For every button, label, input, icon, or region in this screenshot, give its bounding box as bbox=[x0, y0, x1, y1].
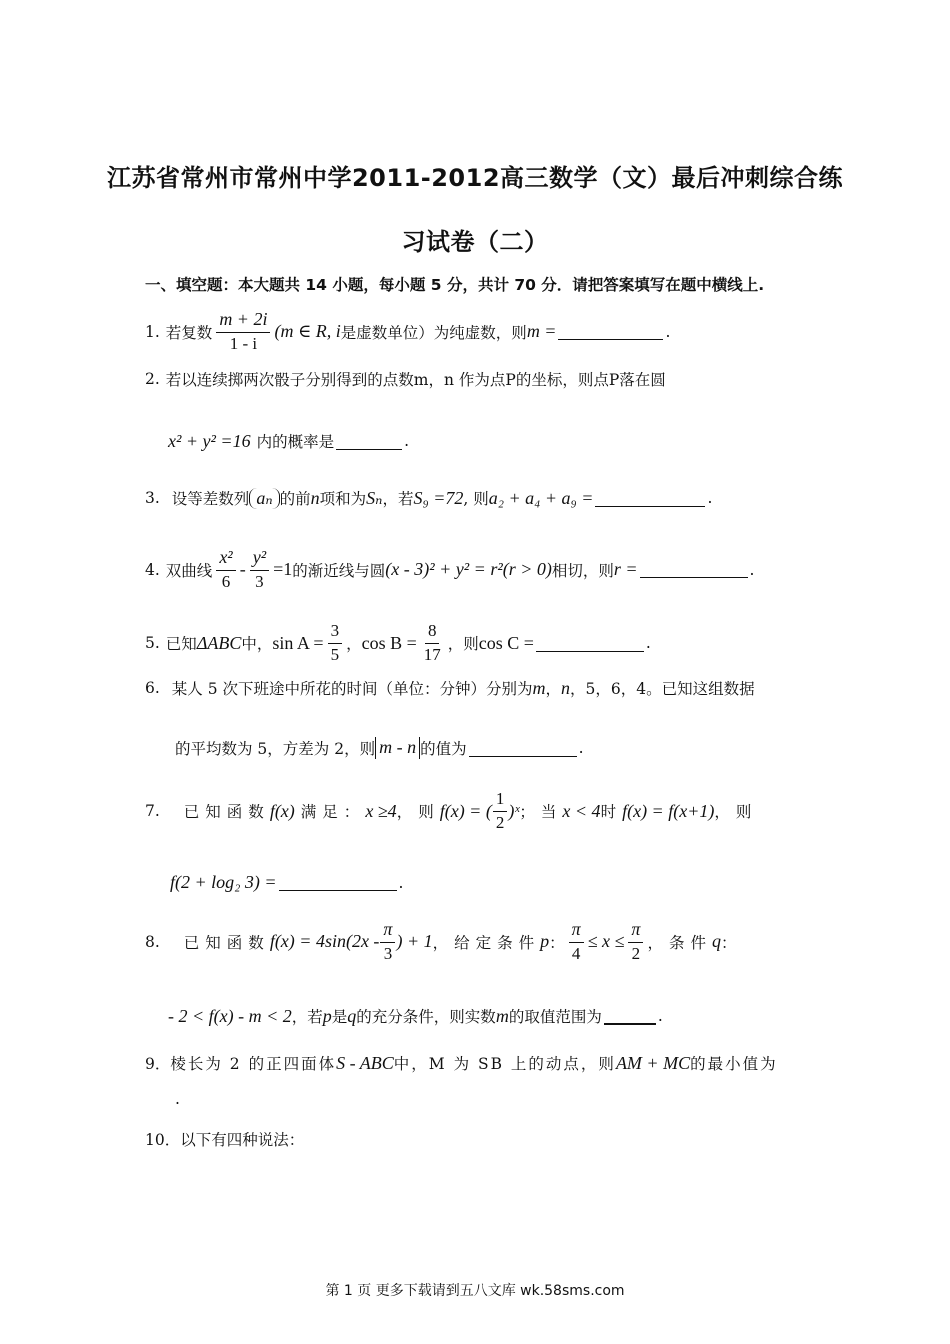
q9-expr: AM + MC bbox=[615, 1052, 691, 1073]
q7-text-c: ，则 bbox=[396, 803, 440, 822]
q8-text-c: ，条件 bbox=[647, 933, 712, 952]
q5-fraction-a bbox=[328, 622, 343, 664]
q8-p1-den: 4 bbox=[571, 943, 581, 963]
q4-text-b: 的渐近线与圆 bbox=[292, 561, 386, 580]
q6-m: m bbox=[532, 677, 546, 698]
q7-recursion: f(x) = f(x+1) bbox=[622, 800, 715, 821]
q5-number: 5. bbox=[145, 634, 160, 653]
question-8-line-1 bbox=[145, 920, 736, 963]
q7-text-a: 已知函数 bbox=[183, 803, 270, 822]
q8-pi-num: π bbox=[380, 920, 395, 943]
q3-sn: Sₙ bbox=[366, 487, 383, 508]
q5-fb-den: 17 bbox=[423, 644, 441, 664]
q8-text-e: 是 bbox=[331, 1008, 348, 1026]
q6-number: 6. bbox=[145, 679, 160, 697]
question-1 bbox=[145, 310, 670, 353]
q2-text-a: 若以连续掷两次骰子分别得到的点数m，n 作为点P的坐标，则点P落在圆 bbox=[165, 371, 666, 389]
q4-fraction-1 bbox=[216, 548, 235, 591]
q6-absval: m - n bbox=[375, 737, 420, 759]
q8-p2-frac bbox=[628, 920, 643, 963]
q5-cosB: cos B = bbox=[361, 632, 417, 653]
q6-text-b: ，5，6，4。已知这组数据 bbox=[570, 680, 755, 698]
q4-end: . bbox=[749, 560, 755, 579]
q3-s9: S₉ =72 bbox=[413, 487, 464, 508]
question-9 bbox=[145, 1052, 778, 1074]
question-7-line-1 bbox=[145, 790, 757, 832]
q8-q-again: q bbox=[347, 1005, 357, 1026]
q2-number: 2. bbox=[145, 370, 160, 388]
q5-fa-den: 5 bbox=[330, 644, 340, 664]
q6-text-c: 的平均数为 5，方差为 2，则 bbox=[175, 740, 376, 758]
q8-p1-num: π bbox=[569, 920, 584, 943]
q3-end: . bbox=[707, 489, 713, 507]
q3-text-c: 项和为 bbox=[319, 490, 367, 508]
question-10 bbox=[145, 1128, 304, 1150]
question-3 bbox=[145, 487, 712, 509]
q9-end: . bbox=[175, 1090, 180, 1108]
q7-ask: f(2 + log₂ 3) = bbox=[170, 872, 277, 892]
q7-fx2: f(x) = ( bbox=[439, 800, 492, 821]
q5-answer-blank[interactable] bbox=[536, 635, 644, 652]
q7-number: 7. bbox=[145, 802, 160, 821]
q8-pi-den: 3 bbox=[383, 943, 393, 963]
q3-number: 3. bbox=[145, 489, 160, 507]
question-7-line-2 bbox=[170, 872, 403, 893]
q8-text-b: ，给定条件 bbox=[432, 933, 541, 952]
q8-inequality: - 2 < f(x) - m < 2 bbox=[168, 1005, 292, 1026]
q7-half bbox=[493, 790, 508, 832]
q3-text-b: 的前 bbox=[279, 490, 311, 508]
q1-answer-blank[interactable] bbox=[558, 323, 663, 340]
q8-answer-blank[interactable] bbox=[604, 1007, 656, 1025]
q5-fb-num: 8 bbox=[425, 622, 440, 644]
q7-text-e: 时 bbox=[600, 803, 623, 822]
q7-answer-blank[interactable] bbox=[279, 874, 397, 891]
section-heading: 一、填空题：本大题共 14 小题，每小题 5 分，共计 70 分．请把答案填写在题中横线上. bbox=[145, 276, 765, 294]
q1-frac-num: m + 2i bbox=[216, 310, 270, 333]
question-8-line-2 bbox=[168, 1005, 663, 1027]
q7-cond2: x < 4 bbox=[562, 800, 601, 821]
q6-text-a: 某人 5 次下班途中所花的时间（单位：分钟）分别为 bbox=[171, 680, 533, 698]
q4-minus: - bbox=[239, 559, 246, 580]
q5-comma: ， bbox=[346, 635, 362, 654]
q7-half-den: 2 bbox=[495, 812, 505, 832]
q6-comma: ， bbox=[545, 680, 562, 698]
q3-text-e: , 则 bbox=[463, 490, 489, 508]
q3-n: n bbox=[310, 487, 320, 508]
question-5 bbox=[145, 622, 651, 664]
q1-frac-den: 1 - i bbox=[229, 333, 258, 353]
q4-text-a: 双曲线 bbox=[165, 561, 213, 580]
q8-q: q bbox=[711, 931, 721, 952]
q4-number: 4. bbox=[145, 560, 160, 579]
q8-p-again: p bbox=[322, 1005, 332, 1026]
question-2-line-2 bbox=[168, 430, 409, 452]
q10-text: 以下有四种说法： bbox=[180, 1131, 305, 1149]
q7-cond1: x ≥4 bbox=[365, 800, 397, 821]
q7-text-b: 满足： bbox=[300, 803, 366, 822]
q7-end: . bbox=[398, 873, 404, 892]
q8-end: . bbox=[657, 1007, 663, 1025]
q4-text-c: 相切，则 bbox=[551, 561, 614, 580]
question-6-line-1 bbox=[145, 677, 755, 699]
q3-seq: aₙ bbox=[249, 488, 279, 509]
q5-text-c: ，则 bbox=[447, 635, 479, 654]
q5-text-a: 已知 bbox=[165, 635, 197, 654]
title-line-1: 江苏省常州市常州中学2011-2012高三数学（文）最后冲刺综合练 bbox=[106, 164, 844, 192]
q1-var: m = bbox=[526, 321, 557, 342]
q9-text-b: 中，M 为 SB 上的动点，则 bbox=[393, 1055, 616, 1073]
q1-cond: (m ∈ R, i bbox=[274, 321, 341, 342]
q5-text-b: 中， bbox=[241, 635, 273, 654]
q5-fa-num: 3 bbox=[328, 622, 343, 644]
q4-f1-den: 6 bbox=[221, 571, 231, 591]
q7-text-d: ；当 bbox=[519, 803, 563, 822]
q1-number: 1. bbox=[145, 322, 160, 341]
q4-circle: (x - 3)² + y² = r²(r > 0) bbox=[385, 559, 552, 580]
title-line-2: 习试卷（二） bbox=[401, 228, 549, 256]
q5-cosC: cos C = bbox=[478, 632, 534, 653]
q9-solid: S - ABC bbox=[336, 1052, 394, 1073]
q10-number: 10． bbox=[145, 1131, 181, 1149]
q5-sinA: sin A = bbox=[272, 632, 324, 653]
q9-number: 9． bbox=[145, 1055, 171, 1073]
q4-f2-num: y² bbox=[250, 548, 269, 571]
q8-func-end: ) + 1 bbox=[396, 931, 433, 952]
q5-fraction-b bbox=[421, 622, 444, 664]
q5-triangle: ΔABC bbox=[196, 632, 242, 653]
q8-le: ≤ x ≤ bbox=[587, 931, 625, 952]
q7-fx: f(x) bbox=[269, 800, 295, 821]
q2-end: . bbox=[404, 432, 410, 450]
q8-p2-den: 2 bbox=[631, 943, 641, 963]
q9-text-c: 的最小值为 bbox=[690, 1055, 778, 1073]
q3-sum: a₂ + a₄ + a₉ = bbox=[488, 487, 594, 508]
q4-f2-den: 3 bbox=[255, 571, 264, 591]
q6-answer-blank[interactable] bbox=[469, 740, 577, 757]
q1-end: . bbox=[665, 322, 671, 341]
q6-end: . bbox=[578, 739, 584, 757]
q3-text-a: 设等差数列 bbox=[171, 490, 250, 508]
q4-eq1: =1 bbox=[273, 559, 293, 580]
q7-half-num: 1 bbox=[493, 790, 508, 812]
q1-text-a: 若复数 bbox=[165, 323, 213, 342]
q8-number: 8. bbox=[145, 932, 160, 951]
q8-text-g: 的取值范围为 bbox=[508, 1008, 602, 1026]
q1-text-b: 是虚数单位）为纯虚数，则 bbox=[340, 323, 527, 342]
q9-text-a: 棱长为 2 的正四面体 bbox=[170, 1055, 337, 1073]
q8-colon: ： bbox=[549, 933, 565, 952]
q8-text-f: 的充分条件，则实数 bbox=[356, 1008, 496, 1026]
q8-pi-frac bbox=[380, 920, 395, 963]
q6-text-d: 的值为 bbox=[420, 740, 467, 758]
q4-fraction-2 bbox=[250, 548, 269, 591]
q6-n: n bbox=[561, 677, 571, 698]
q8-p2-num: π bbox=[628, 920, 643, 943]
q2-text-b: 内的概率是 bbox=[256, 433, 335, 451]
q3-answer-blank[interactable] bbox=[595, 490, 705, 507]
question-6-line-2 bbox=[175, 737, 584, 759]
q7-pow: )ˣ bbox=[508, 800, 520, 821]
q1-fraction bbox=[216, 310, 270, 353]
q8-m: m bbox=[495, 1005, 509, 1026]
page-footer: 第 1 页 更多下载请到五八文库 wk.58sms.com bbox=[325, 1283, 625, 1299]
q8-func: f(x) = 4sin(2x - bbox=[269, 931, 380, 952]
q3-text-d: ，若 bbox=[382, 490, 414, 508]
q7-text-f: ，则 bbox=[714, 803, 758, 822]
q5-end: . bbox=[645, 634, 651, 653]
q8-colon2: ： bbox=[720, 933, 737, 952]
question-2-line-1 bbox=[145, 368, 666, 390]
q8-text-a: 已知函数 bbox=[183, 933, 270, 952]
question-9-end bbox=[175, 1090, 180, 1108]
question-4 bbox=[145, 548, 754, 591]
q8-p1-frac bbox=[569, 920, 584, 963]
q2-formula: x² + y² =16 bbox=[168, 430, 251, 451]
q8-text-d: ，若 bbox=[291, 1008, 323, 1026]
q4-f1-num: x² bbox=[216, 548, 235, 571]
q4-r: r = bbox=[613, 559, 638, 580]
q8-p: p bbox=[540, 931, 550, 952]
q4-answer-blank[interactable] bbox=[640, 561, 748, 578]
q2-answer-blank[interactable] bbox=[336, 433, 402, 450]
